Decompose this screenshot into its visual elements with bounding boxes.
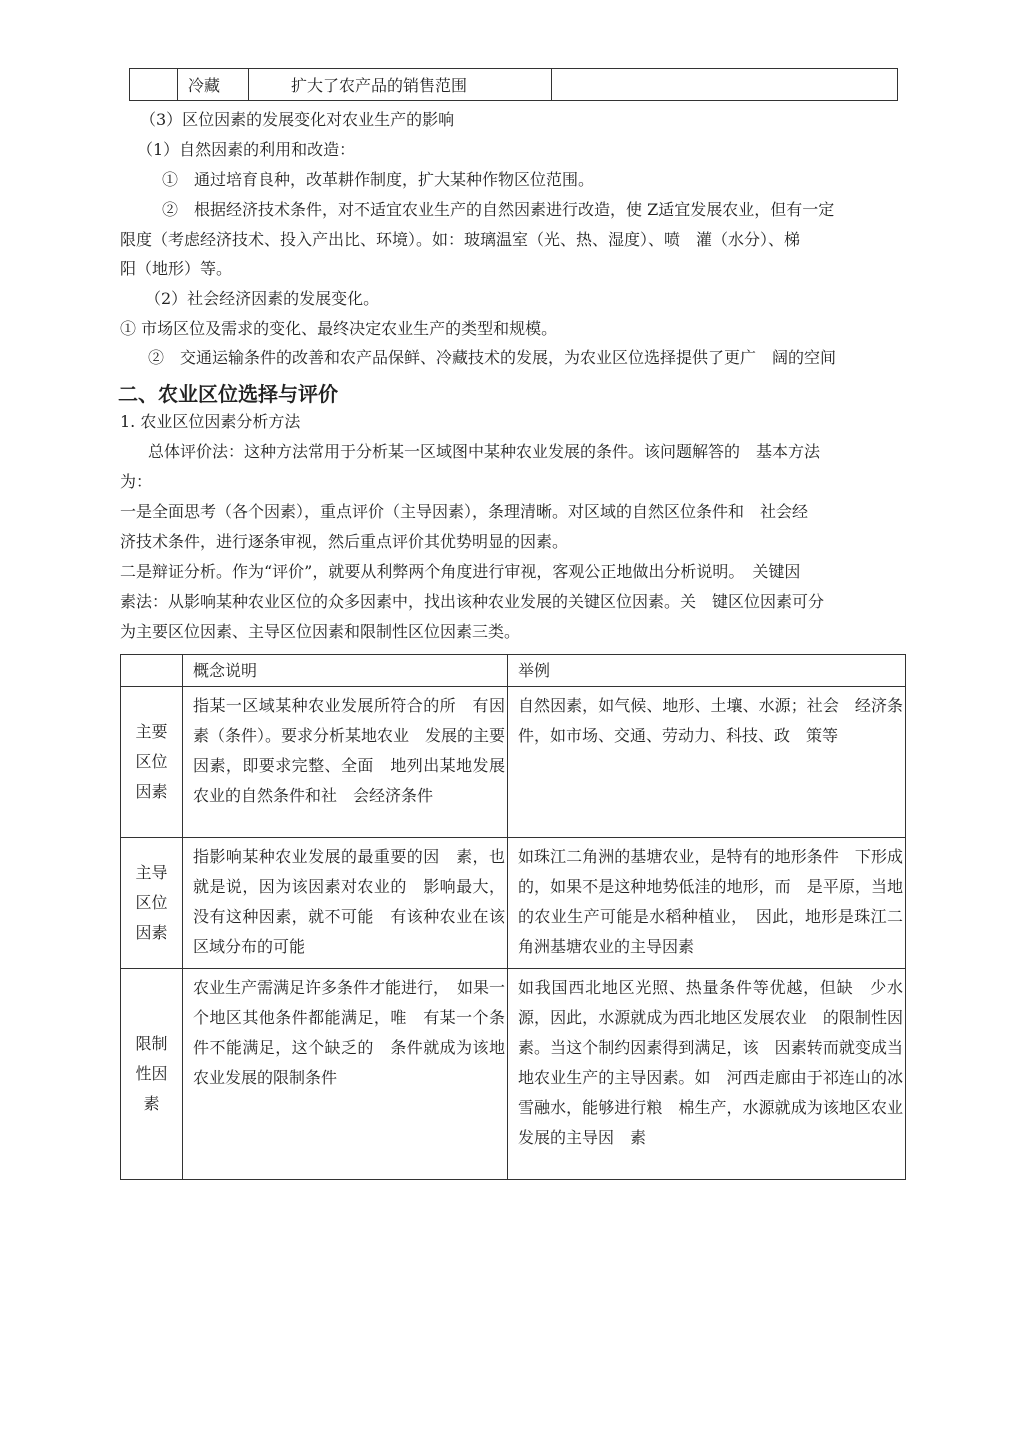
table-row [121, 838, 906, 969]
subsection-title: （2）社会经济因素的发展变化。 [145, 289, 380, 308]
list-item: ① 市场区位及需求的变化、最终决定农业生产的类型和规模。 [120, 319, 558, 338]
table-row [121, 969, 906, 1180]
factor-table [120, 654, 906, 1180]
example-cell [508, 969, 906, 1180]
example-text: 自然因素，如气候、地形、土壤、水源；社会 经济条件，如市场、交通、劳动力、科技、政 策等 [518, 696, 903, 745]
row-label-cell [121, 969, 183, 1180]
table-cell [552, 69, 898, 101]
example-cell [508, 687, 906, 838]
table-header-cell: 概念说明 [183, 655, 508, 687]
table-header-cell [121, 655, 183, 687]
subsection-title: 1. 农业区位因素分析方法 [120, 412, 301, 431]
row-label: 主要区位因素 [135, 722, 168, 801]
concept-text: 农业生产需满足许多条件才能进行， 如果一个地区其他条件都能满足，唯 有某一个条件不能满足，这个缺乏的 条件就成为该地农业发展的限制条件 [193, 978, 506, 1087]
paragraph-line: 限度（考虑经济技术、投入产出比、环境）。如：玻璃温室（光、热、湿度）、喷 灌（水分）、梯 [120, 230, 801, 249]
concept-cell [183, 969, 508, 1180]
paragraph-line: 一是全面思考（各个因素），重点评价（主导因素），条理清晰。对区域的自然区位条件和 社会经 [120, 502, 809, 521]
example-text: 如珠江二角洲的基塘农业，是特有的地形条件 下形成的，如果不是这种地势低洼的地形，而 是平原，当地的农业生产可能是水稻种植业， 因此，地形是珠江二角洲基塘农业的主导因素 [518, 847, 903, 956]
concept-text: 指某一区域某种农业发展所符合的所 有因素（条件）。要求分析某地农业 发展的主要因素，即要求完整、全面 地列出某地发展农业的自然条件和社 会经济条件 [193, 696, 506, 805]
list-item: ② 根据经济技术条件，对不适宜农业生产的自然因素进行改造，使 Z适宜发展农业，但有一定 [162, 200, 835, 219]
paragraph-line: 济技术条件，进行逐条审视，然后重点评价其优势明显的因素。 [120, 532, 569, 551]
list-item: ② 交通运输条件的改善和农产品保鲜、冷藏技术的发展，为农业区位选择提供了更广 阔的空间 [148, 348, 837, 367]
concept-cell [183, 687, 508, 838]
paragraph-line: 素法：从影响某种农业区位的众多因素中，找出该种农业发展的关键区位因素。关 键区位因素可分 [120, 592, 825, 611]
paragraph-line: 为主要区位因素、主导区位因素和限制性区位因素三类。 [120, 622, 521, 641]
row-label-cell [121, 838, 183, 969]
table-row [121, 687, 906, 838]
list-item: ① 通过培育良种，改革耕作制度，扩大某种作物区位范围。 [162, 170, 595, 189]
table-row [130, 69, 898, 101]
table-cell: 冷藏 [178, 69, 249, 101]
top-table [129, 68, 898, 101]
table-cell [130, 69, 178, 101]
paragraph-line: 总体评价法：这种方法常用于分析某一区域图中某种农业发展的条件。该问题解答的 基本方法 [148, 442, 821, 461]
table-cell: 扩大了农产品的销售范围 [249, 69, 552, 101]
section-title: （3）区位因素的发展变化对农业生产的影响 [140, 110, 455, 129]
section-heading: 二、农业区位选择与评价 [118, 382, 338, 406]
row-label: 主导区位因素 [135, 863, 168, 942]
paragraph-line: 阳（地形）等。 [120, 259, 233, 278]
row-label-cell [121, 687, 183, 838]
example-cell [508, 838, 906, 969]
example-text: 如我国西北地区光照、热量条件等优越，但缺 少水源，因此，水源就成为西北地区发展农业 的限制性因素。当这个制约因素得到满足，该 因素转而就变成当地农业生产的主导因素。如 河西走廊由于祁连山的冰雪融水，能够进行粮 棉生产，水源就成为该地区农业发展的主导因 素 [518, 978, 903, 1147]
subsection-title: （1）自然因素的利用和改造： [137, 140, 356, 159]
concept-text: 指影响某种农业发展的最重要的因 素，也就是说，因为该因素对农业的 影响最大，没有这种因素，就不可能 有该种农业在该区域分布的可能 [193, 847, 505, 956]
paragraph-line: 二是辩证分析。作为“评价”，就要从利弊两个角度进行审视，客观公正地做出分析说明。 关键因 [120, 562, 801, 581]
table-header-row [121, 655, 906, 687]
table-header-cell: 举例 [508, 655, 906, 687]
row-label: 限制性因素 [135, 1034, 168, 1113]
paragraph-line: 为： [120, 472, 153, 491]
concept-cell [183, 838, 508, 969]
